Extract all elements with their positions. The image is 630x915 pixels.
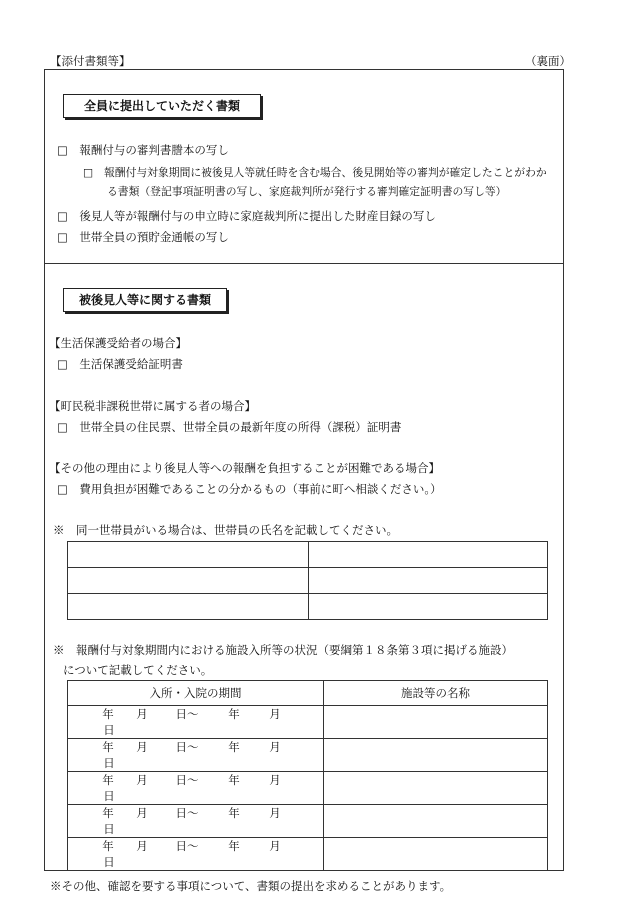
year-label: 年 [228,707,240,721]
facility-name-cell[interactable] [324,706,548,739]
case-welfare-item: □ 生活保護受給証明書 [57,357,183,371]
item-bankbook-copy: □ 世帯全員の預貯金通帳の写し [57,230,229,244]
month-label: 月 [269,839,281,853]
household-name-cell[interactable] [309,568,548,594]
household-name-cell[interactable] [309,542,548,568]
day-to-label: 日 [103,855,115,869]
form-frame [44,69,564,871]
facility-name-column-header: 施設等の名称 [324,681,548,706]
month-label: 月 [136,773,148,787]
case-welfare-heading: 【生活保護受給者の場合】 [49,336,187,350]
table-row [68,739,548,772]
day-from-label: 日～ [175,806,199,820]
period-cell[interactable] [68,706,324,739]
year-label: 年 [102,707,114,721]
month-label: 月 [269,773,281,787]
year-label: 年 [102,740,114,754]
item-appointment-docs-cont: る書類（登記事項証明書の写し、家庭裁判所が発行する審判確定証明書の写し等） [107,185,507,198]
case-nontax-item: □ 世帯全員の住民票、世帯全員の最新年度の所得（課税）証明書 [57,420,402,434]
month-label: 月 [269,707,281,721]
facility-name-cell[interactable] [324,838,548,871]
day-to-label: 日 [103,723,115,737]
attachment-header: 【添付書類等】 [50,54,131,68]
table-row [68,542,548,568]
month-label: 月 [136,839,148,853]
year-label: 年 [228,773,240,787]
reverse-side-label: （裏面） [525,54,571,68]
day-to-label: 日 [103,756,115,770]
table-row [68,568,548,594]
household-name-cell[interactable] [68,568,309,594]
year-label: 年 [102,839,114,853]
table-row [68,772,548,805]
facility-note-line2: について記載してください。 [63,663,213,677]
period-column-header: 入所・入院の期間 [68,681,324,706]
day-from-label: 日～ [175,773,199,787]
table-row [68,706,548,739]
table-header-row [68,681,548,706]
facility-stay-table [67,680,548,871]
month-label: 月 [136,707,148,721]
item-appointment-docs: □ 報酬付与対象期間に被後見人等就任時を含む場合、後見開始等の審判が確定したことがわか [83,166,547,179]
section1-title: 全員に提出していただく書類 [63,94,261,118]
day-from-label: 日～ [175,839,199,853]
day-from-label: 日～ [175,707,199,721]
household-name-cell[interactable] [309,594,548,620]
household-note: ※ 同一世帯員がいる場合は、世帯員の氏名を記載してください。 [53,523,398,537]
period-cell[interactable] [68,805,324,838]
facility-name-cell[interactable] [324,739,548,772]
table-row [68,805,548,838]
period-cell[interactable] [68,838,324,871]
table-row [68,594,548,620]
day-to-label: 日 [103,822,115,836]
year-label: 年 [228,740,240,754]
day-to-label: 日 [103,789,115,803]
facility-note-line1: ※ 報酬付与対象期間内における施設入所等の状況（要綱第１８条第３項に掲げる施設） [53,643,513,657]
facility-name-cell[interactable] [324,805,548,838]
month-label: 月 [136,740,148,754]
period-cell[interactable] [68,772,324,805]
case-nontax-heading: 【町民税非課税世帯に属する者の場合】 [49,399,256,413]
household-name-cell[interactable] [68,594,309,620]
footer-note: ※その他、確認を要する事項について、書類の提出を求めることがあります。 [50,879,452,893]
case-other-heading: 【その他の理由により後見人等への報酬を負担することが困難である場合】 [49,461,440,475]
facility-name-cell[interactable] [324,772,548,805]
year-label: 年 [102,773,114,787]
month-label: 月 [269,740,281,754]
item-asset-inventory: □ 後見人等が報酬付与の申立時に家庭裁判所に提出した財産目録の写し [57,209,436,223]
case-other-item: □ 費用負担が困難であることの分かるもの（事前に町へ相談ください。） [57,482,442,496]
household-name-cell[interactable] [68,542,309,568]
month-label: 月 [269,806,281,820]
table-row [68,838,548,871]
item-judgment-copy: □ 報酬付与の審判書謄本の写し [57,143,229,157]
section2-title: 被後見人等に関する書類 [63,288,227,312]
period-cell[interactable] [68,739,324,772]
year-label: 年 [228,806,240,820]
day-from-label: 日～ [175,740,199,754]
year-label: 年 [102,806,114,820]
month-label: 月 [136,806,148,820]
household-members-table [67,541,548,620]
section-divider [45,263,563,264]
year-label: 年 [228,839,240,853]
